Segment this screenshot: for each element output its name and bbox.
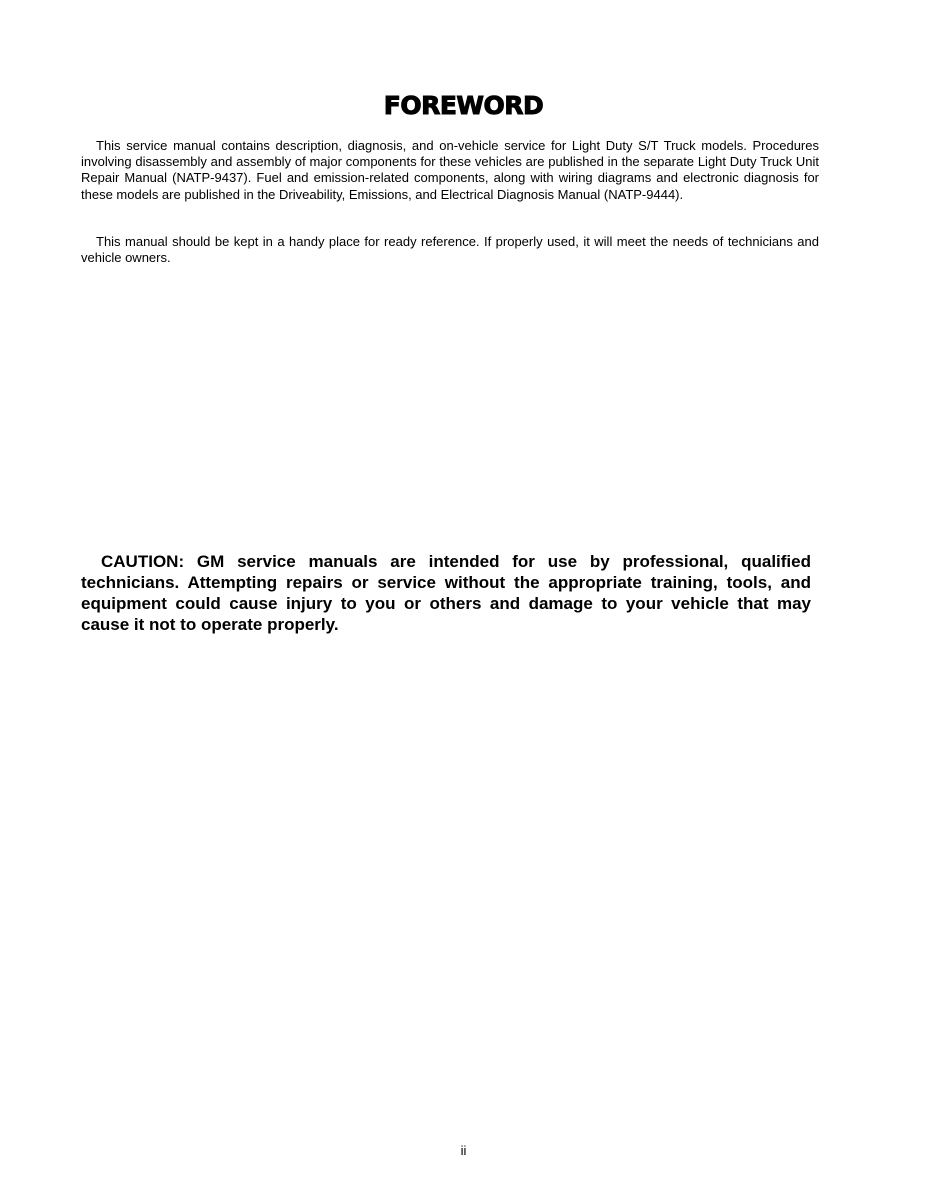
foreword-paragraph-2: This manual should be kept in a handy place for ready reference. If properly used, it will meet the needs of technicians and vehicle owners. — [81, 234, 819, 266]
page-title: FOREWORD — [383, 91, 544, 120]
page-number: ii — [460, 1143, 467, 1158]
foreword-paragraph-1: This service manual contains description, diagnosis, and on-vehicle service for Light Duty S/T Truck models. Procedures involving disassembly and assembly of major components for these vehicles are published in the separate Light Duty Truck Unit Repair Manual (NATP-9437). Fuel and emission-related components, along with wiring diagrams and electronic diagnosis for these models are published in the Driveability, Emissions, and Electrical Diagnosis Manual (NATP-9444). — [81, 138, 819, 202]
caution-notice: CAUTION: GM service manuals are intended for use by professional, qualified technicians. Attempting repairs or service without the appropriate training, tools, and equipment could cause injury to you or others and damage to your vehicle that may cause it not to operate properly. — [81, 552, 811, 634]
